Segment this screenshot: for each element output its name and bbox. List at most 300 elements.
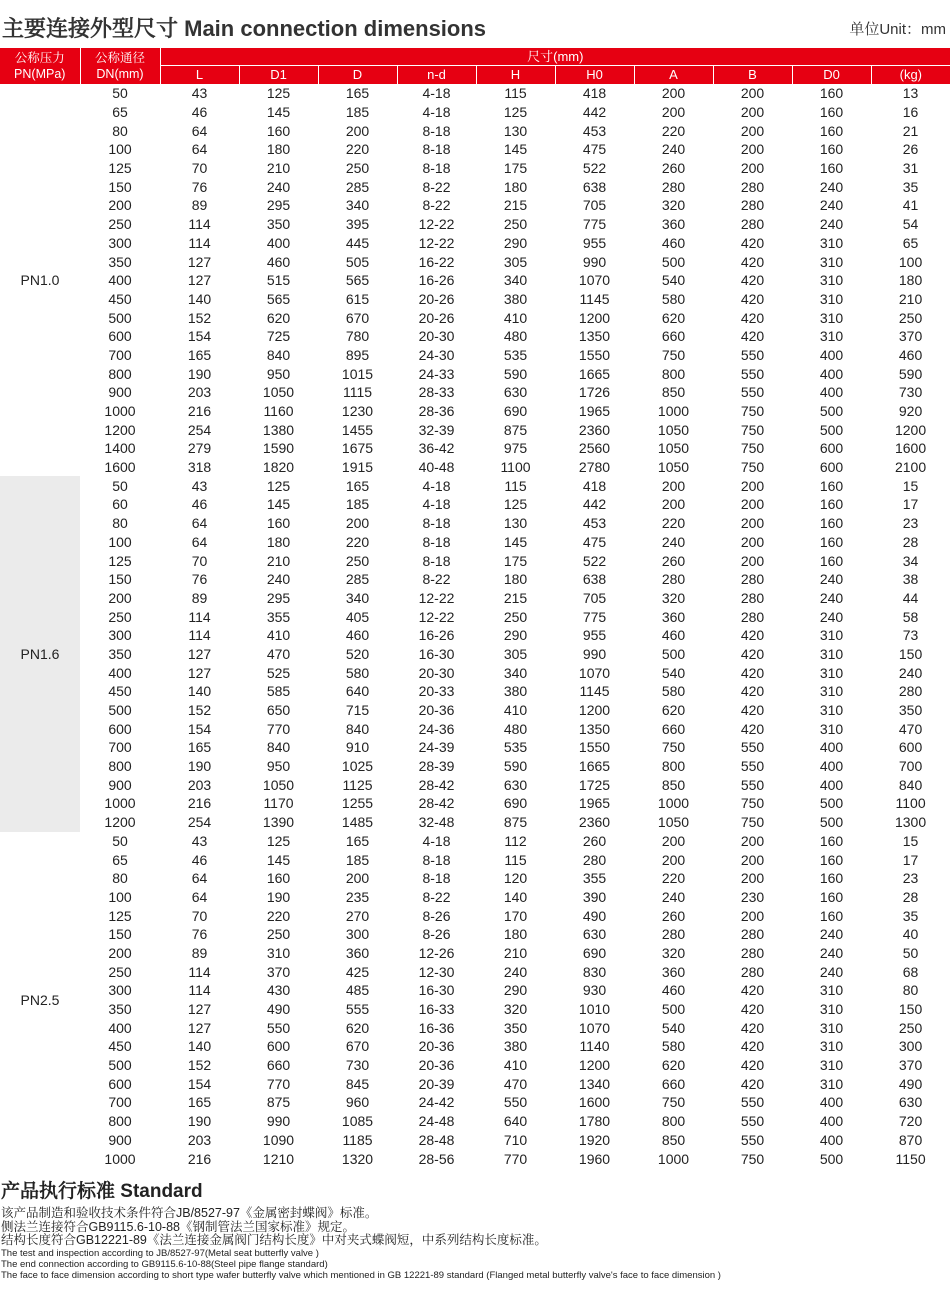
dimension-cell: 280 — [661, 178, 686, 195]
dimension-cell: 360 — [661, 963, 686, 980]
dimension-cell: 160 — [819, 477, 844, 494]
dimension-cell: 250 — [503, 216, 528, 233]
dimension-cell: 28-56 — [418, 1150, 455, 1167]
dimension-cell: 210 — [266, 160, 291, 177]
dimension-cell: 360 — [345, 944, 370, 961]
dimension-cell: 160 — [819, 141, 844, 158]
dimension-cell: 24-48 — [418, 1113, 455, 1130]
dimension-cell: 600 — [898, 739, 923, 756]
dimension-cell: 720 — [898, 1113, 923, 1130]
column-header: H0 — [555, 66, 634, 85]
dimension-cell: 310 — [819, 1038, 844, 1055]
dn-cell: 65 — [112, 851, 128, 868]
dimension-cell: 750 — [740, 795, 765, 812]
column-header: n-d — [397, 66, 476, 85]
dimension-cell: 89 — [191, 197, 208, 214]
dimension-cell: 285 — [345, 571, 370, 588]
dimension-cell: 470 — [503, 1075, 528, 1092]
dimension-cell: 1025 — [341, 758, 374, 775]
dimension-cell: 76 — [191, 926, 208, 943]
dimension-cell: 775 — [582, 608, 607, 625]
dimension-cell: 112 — [504, 832, 527, 849]
unit-label: 单位Unit：mm — [849, 21, 946, 38]
dimension-cell: 580 — [345, 664, 370, 681]
dn-cell: 50 — [112, 477, 128, 494]
dimension-cell: 418 — [582, 477, 607, 494]
dimension-cell: 460 — [345, 627, 370, 644]
table-row — [0, 252, 950, 271]
dimension-cell: 550 — [740, 776, 765, 793]
dimension-cell: 2100 — [894, 459, 927, 476]
dimension-cell: 445 — [345, 234, 370, 251]
dimension-cell: 690 — [582, 944, 607, 961]
dimension-cell: 340 — [503, 272, 528, 289]
dimension-cell: 200 — [661, 851, 686, 868]
dimension-cell: 20-26 — [418, 290, 455, 307]
table-row — [0, 775, 950, 794]
dimension-cell: 40-48 — [418, 459, 455, 476]
dimension-cell: 160 — [819, 85, 844, 102]
dimension-cell: 920 — [898, 403, 923, 420]
dimension-cell: 420 — [740, 1019, 765, 1036]
dimension-cell: 250 — [345, 160, 370, 177]
dimension-cell: 8-22 — [422, 178, 451, 195]
dimension-cell: 220 — [661, 515, 686, 532]
dimension-cell: 410 — [503, 309, 528, 326]
table-row — [0, 346, 950, 365]
dn-cell: 300 — [108, 627, 132, 644]
dimension-cell: 540 — [661, 1019, 686, 1036]
table-row — [0, 290, 950, 309]
dn-cell: 250 — [108, 963, 132, 980]
dimension-cell: 340 — [503, 664, 528, 681]
dimension-cell: 420 — [740, 272, 765, 289]
dimension-cell: 640 — [503, 1113, 528, 1130]
dimension-cell: 1965 — [578, 795, 611, 812]
dn-cell: 80 — [112, 870, 128, 887]
dimension-cell: 115 — [504, 851, 527, 868]
dimension-cell: 20-36 — [418, 1057, 455, 1074]
dimension-cell: 127 — [187, 645, 212, 662]
dimension-cell: 800 — [661, 758, 686, 775]
dimension-cell: 20-30 — [418, 664, 455, 681]
table-row — [0, 1074, 950, 1093]
dimension-cell: 16 — [902, 104, 919, 121]
dimension-cell: 420 — [740, 683, 765, 700]
dimension-cell: 15 — [902, 477, 919, 494]
dimension-cell: 370 — [266, 963, 291, 980]
dimension-cell: 355 — [266, 608, 291, 625]
dimension-cell: 950 — [266, 365, 291, 382]
dimension-cell: 1015 — [341, 365, 374, 382]
column-header: A — [634, 66, 713, 85]
dimension-cell: 310 — [266, 944, 291, 961]
dimension-cell: 24-42 — [418, 1094, 455, 1111]
dn-cell: 300 — [108, 982, 132, 999]
dimension-cell: 1725 — [578, 776, 611, 793]
dimension-cell: 114 — [188, 963, 211, 980]
dimension-cell: 200 — [740, 477, 765, 494]
dimension-cell: 1590 — [262, 440, 295, 457]
dimension-cell: 1185 — [342, 1131, 373, 1148]
table-row — [0, 327, 950, 346]
dimension-cell: 290 — [503, 982, 528, 999]
table-row — [0, 551, 950, 570]
dn-cell: 350 — [108, 253, 132, 270]
dimension-cell: 24-30 — [418, 346, 455, 363]
dimension-cell: 705 — [582, 589, 607, 606]
dimension-cell: 1140 — [579, 1038, 610, 1055]
table-row — [0, 196, 950, 215]
dimension-cell: 140 — [187, 1038, 212, 1055]
dn-cell: 1400 — [104, 440, 136, 457]
pn-header-label: 公称压力 — [14, 51, 65, 65]
dimension-cell: 216 — [187, 403, 212, 420]
dimension-cell: 1920 — [578, 1131, 611, 1148]
dimension-cell: 80 — [902, 982, 919, 999]
dimension-cell: 260 — [582, 832, 607, 849]
dimension-cell: 70 — [191, 160, 208, 177]
dn-cell: 125 — [108, 907, 132, 924]
dimension-cell: 395 — [345, 216, 370, 233]
dimension-cell: 200 — [661, 477, 686, 494]
dn-cell: 450 — [108, 683, 132, 700]
column-header: (kg) — [871, 66, 950, 85]
dn-cell: 125 — [108, 552, 132, 569]
dimension-cell: 17 — [902, 496, 919, 513]
dimension-cell: 400 — [819, 384, 844, 401]
dimension-cell: 12-26 — [418, 944, 455, 961]
dimension-cell: 145 — [266, 496, 291, 513]
dimension-cell: 420 — [740, 664, 765, 681]
dimension-cell: 16-22 — [418, 253, 455, 270]
dimension-cell: 165 — [345, 477, 370, 494]
dimension-cell: 73 — [902, 627, 919, 644]
dimension-cell: 216 — [187, 795, 212, 812]
dimension-cell: 240 — [661, 888, 686, 905]
dimension-cell: 660 — [661, 1075, 686, 1092]
dimension-cell: 34 — [902, 552, 919, 569]
dn-cell: 400 — [108, 1019, 132, 1036]
table-row — [0, 645, 950, 664]
dimension-cell: 875 — [503, 814, 528, 831]
dimension-cell: 280 — [740, 608, 765, 625]
dimension-cell: 21 — [902, 122, 919, 139]
dimension-cell: 420 — [740, 1057, 765, 1074]
dimension-cell: 1050 — [262, 776, 295, 793]
standard-cn-line: 侧法兰连接符合GB9115.6-10-88《钢制管法兰国家标准》规定。 — [1, 1219, 355, 1234]
dn-cell: 700 — [108, 346, 132, 363]
dimension-cell: 280 — [898, 683, 923, 700]
dimension-cell: 130 — [503, 122, 528, 139]
dimension-cell: 310 — [819, 1001, 844, 1018]
dimension-cell: 200 — [740, 122, 765, 139]
dimension-cell: 460 — [661, 982, 686, 999]
dimension-cell: 500 — [661, 645, 686, 662]
dimension-cell: 200 — [740, 851, 765, 868]
dimension-cell: 250 — [898, 1019, 923, 1036]
dimension-cell: 240 — [661, 533, 686, 550]
dimension-cell: 750 — [740, 403, 765, 420]
dimension-cell: 460 — [661, 234, 686, 251]
dimension-cell: 955 — [582, 234, 607, 251]
dimension-cell: 400 — [266, 234, 291, 251]
dimension-cell: 200 — [740, 515, 765, 532]
dimension-cell: 70 — [191, 907, 208, 924]
dimension-cell: 1125 — [342, 776, 373, 793]
dimension-cell: 800 — [661, 1113, 686, 1130]
pressure-class-cell: PN2.5 — [0, 832, 80, 1168]
dimension-cell: 1050 — [657, 440, 690, 457]
dimension-cell: 210 — [503, 944, 528, 961]
dimension-cell: 152 — [187, 1057, 212, 1074]
table-row — [0, 813, 950, 832]
dimension-cell: 600 — [819, 440, 844, 457]
dimension-cell: 160 — [819, 870, 844, 887]
dimension-cell: 550 — [503, 1094, 528, 1111]
dimension-cell: 89 — [191, 944, 208, 961]
dimension-cell: 240 — [819, 197, 844, 214]
dimension-cell: 20-33 — [418, 683, 455, 700]
dimension-cell: 285 — [345, 178, 370, 195]
dimension-cell: 1090 — [262, 1131, 295, 1148]
dimension-cell: 64 — [191, 888, 208, 905]
table-row — [0, 103, 950, 122]
dimension-cell: 380 — [503, 683, 528, 700]
dimension-cell: 17 — [902, 851, 919, 868]
dimension-cell: 280 — [740, 589, 765, 606]
dimension-cell: 420 — [740, 328, 765, 345]
dimension-cell: 1675 — [341, 440, 374, 457]
dimension-cell: 420 — [740, 290, 765, 307]
standard-en-line: The test and inspection according to JB/8527-97(Metal seat butterfly valve ) — [1, 1247, 319, 1259]
dimension-cell: 615 — [345, 290, 370, 307]
dimension-cell: 41 — [902, 197, 919, 214]
dn-cell: 80 — [112, 515, 128, 532]
dimension-cell: 250 — [898, 309, 923, 326]
dimension-cell: 505 — [345, 253, 370, 270]
pressure-class-cell: PN1.6 — [0, 476, 80, 831]
dimension-cell: 400 — [819, 1113, 844, 1130]
dimension-cell: 125 — [266, 832, 291, 849]
dimension-cell: 250 — [503, 608, 528, 625]
dimension-cell: 240 — [819, 589, 844, 606]
dn-cell: 500 — [108, 702, 132, 719]
dimension-cell: 580 — [661, 683, 686, 700]
dn-cell: 50 — [112, 85, 128, 102]
dimension-cell: 320 — [661, 197, 686, 214]
dimension-cell: 89 — [191, 589, 208, 606]
dimension-cell: 32-48 — [418, 814, 455, 831]
dn-cell: 200 — [108, 944, 132, 961]
page-title: 主要连接外型尺寸 Main connection dimensions — [2, 16, 487, 41]
dimension-cell: 630 — [503, 384, 528, 401]
dimension-cell: 160 — [266, 122, 291, 139]
dimension-cell: 250 — [266, 926, 291, 943]
dimension-cell: 442 — [582, 496, 607, 513]
dimension-cell: 400 — [819, 758, 844, 775]
dimension-cell: 28-36 — [418, 403, 455, 420]
dimension-cell: 235 — [345, 888, 370, 905]
dimension-cell: 115 — [504, 477, 527, 494]
dimension-cell: 127 — [187, 664, 212, 681]
column-header: D — [318, 66, 397, 85]
table-row — [0, 121, 950, 140]
dimension-cell: 64 — [191, 122, 208, 139]
dimension-cell: 8-22 — [422, 571, 451, 588]
dimension-cell: 8-18 — [422, 870, 451, 887]
dimension-cell: 1485 — [341, 814, 374, 831]
dimension-cell: 950 — [266, 758, 291, 775]
dimension-cell: 16-26 — [418, 627, 455, 644]
dimension-cell: 114 — [188, 982, 211, 999]
dimension-cell: 525 — [266, 664, 291, 681]
dn-cell: 1000 — [104, 795, 136, 812]
dimension-cell: 1200 — [578, 1057, 611, 1074]
dimension-cell: 280 — [740, 944, 765, 961]
dimension-cell: 420 — [740, 1001, 765, 1018]
dimension-cell: 550 — [740, 384, 765, 401]
dimension-cell: 620 — [661, 702, 686, 719]
dimension-cell: 350 — [898, 702, 923, 719]
dn-cell: 150 — [108, 926, 132, 943]
table-row — [0, 1000, 950, 1019]
dimension-cell: 1390 — [262, 814, 295, 831]
table-row — [0, 794, 950, 813]
dimension-cell: 1255 — [341, 795, 374, 812]
dn-cell: 150 — [108, 571, 132, 588]
dimension-cell: 750 — [740, 814, 765, 831]
dimension-cell: 100 — [898, 253, 923, 270]
dimension-cell: 16-30 — [418, 982, 455, 999]
dimension-cell: 400 — [819, 365, 844, 382]
dimension-cell: 160 — [266, 870, 291, 887]
dimension-cell: 4-18 — [422, 832, 451, 849]
group-pn10 — [0, 84, 950, 476]
dimension-cell: 65 — [902, 234, 919, 251]
dn-cell: 500 — [108, 309, 132, 326]
dimension-cell: 420 — [740, 720, 765, 737]
table-row — [0, 850, 950, 869]
dimension-cell: 830 — [582, 963, 607, 980]
dimension-cell: 32-39 — [418, 421, 455, 438]
dimension-cell: 380 — [503, 290, 528, 307]
dimension-cell: 180 — [266, 533, 291, 550]
column-header: B — [713, 66, 792, 85]
dimension-cell: 540 — [661, 272, 686, 289]
dimension-cell: 8-18 — [422, 141, 451, 158]
column-header: D1 — [239, 66, 318, 85]
table-row — [0, 832, 950, 851]
dimension-cell: 254 — [187, 421, 212, 438]
dimension-cell: 16-30 — [418, 645, 455, 662]
dimension-cell: 145 — [503, 533, 528, 550]
dimension-cell: 76 — [191, 178, 208, 195]
dimension-cell: 750 — [661, 1094, 686, 1111]
dimension-cell: 200 — [740, 496, 765, 513]
dimension-cell: 620 — [661, 1057, 686, 1074]
dimension-cell: 280 — [740, 197, 765, 214]
dimension-cell: 215 — [503, 589, 528, 606]
dimension-cell: 40 — [902, 926, 919, 943]
dimension-cell: 160 — [819, 122, 844, 139]
dimension-cell: 145 — [503, 141, 528, 158]
dimension-cell: 475 — [582, 533, 607, 550]
dimension-cell: 715 — [345, 702, 370, 719]
dimension-cell: 780 — [345, 328, 370, 345]
dimension-cell: 280 — [740, 178, 765, 195]
dimension-cell: 280 — [740, 216, 765, 233]
dimension-cell: 140 — [503, 888, 528, 905]
dimension-cell: 310 — [819, 982, 844, 999]
dimension-cell: 140 — [187, 290, 212, 307]
dimension-cell: 290 — [503, 627, 528, 644]
dimension-cell: 295 — [266, 589, 291, 606]
dimension-cell: 64 — [191, 141, 208, 158]
pn-header — [0, 48, 80, 84]
table-row — [0, 944, 950, 963]
dimension-cell: 8-18 — [422, 122, 451, 139]
dn-cell: 1200 — [104, 814, 136, 831]
dimension-cell: 145 — [266, 851, 291, 868]
dimension-cell: 165 — [187, 1094, 212, 1111]
dimension-cell: 4-18 — [422, 496, 451, 513]
dimension-cell: 26 — [902, 141, 919, 158]
dimension-cell: 8-18 — [422, 552, 451, 569]
dimension-cell: 750 — [661, 739, 686, 756]
dimension-cell: 320 — [503, 1001, 528, 1018]
dimension-cell: 990 — [582, 645, 607, 662]
table-row — [0, 402, 950, 421]
table-row — [0, 420, 950, 439]
dimension-cell: 20-36 — [418, 1038, 455, 1055]
dn-cell: 1000 — [104, 1150, 136, 1167]
dimension-cell: 20-26 — [418, 309, 455, 326]
dimension-cell: 28-42 — [418, 776, 455, 793]
standard-cn-line: 该产品制造和验收技术条件符合JB/8527-97《金属密封蝶阀》标准。 — [1, 1206, 378, 1220]
dimension-cell: 200 — [661, 832, 686, 849]
dimension-cell: 590 — [503, 758, 528, 775]
dimension-cell: 180 — [898, 272, 923, 289]
dimension-cell: 960 — [345, 1094, 370, 1111]
table-row — [0, 1131, 950, 1150]
standard-title: 产品执行标准 Standard — [1, 1181, 203, 1202]
standard-section — [0, 1176, 950, 1281]
dimension-cell: 310 — [819, 1057, 844, 1074]
dimension-cell: 160 — [819, 907, 844, 924]
dimension-cell: 360 — [661, 608, 686, 625]
dn-cell: 250 — [108, 216, 132, 233]
table-row — [0, 682, 950, 701]
dimension-cell: 28 — [902, 888, 919, 905]
dimension-cell: 475 — [582, 141, 607, 158]
dimension-cell: 550 — [740, 739, 765, 756]
dimension-cell: 320 — [661, 944, 686, 961]
dimension-cell: 340 — [345, 589, 370, 606]
dimension-cell: 200 — [740, 160, 765, 177]
dimension-cell: 1000 — [657, 1150, 690, 1167]
pressure-class-cell: PN1.0 — [0, 84, 80, 476]
dimension-cell: 260 — [661, 907, 686, 924]
dimension-cell: 640 — [345, 683, 370, 700]
dimension-cell: 240 — [819, 963, 844, 980]
dn-cell: 60 — [112, 496, 128, 513]
dimension-cell: 160 — [819, 533, 844, 550]
dn-header — [80, 48, 160, 84]
dimension-cell: 480 — [503, 328, 528, 345]
dimension-cell: 260 — [661, 160, 686, 177]
dimension-cell: 31 — [902, 160, 919, 177]
